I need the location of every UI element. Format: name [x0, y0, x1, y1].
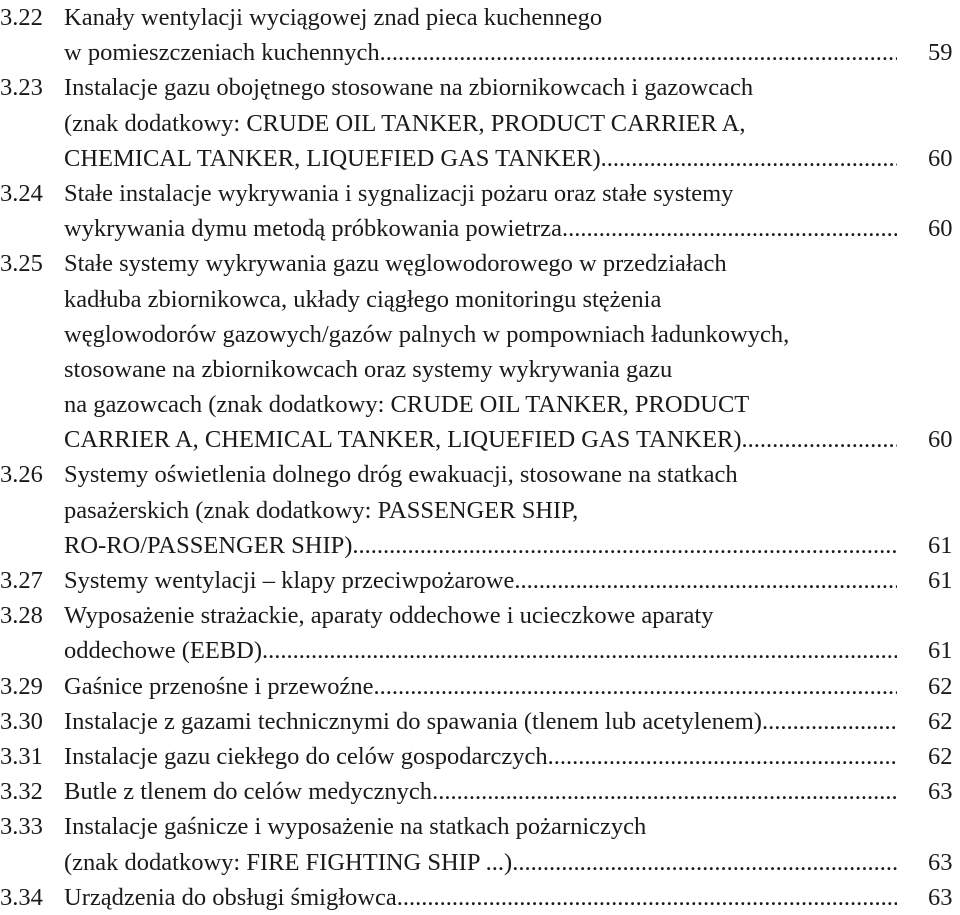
toc-entry-line — [0, 457, 960, 492]
section-title: RO-RO/PASSENGER SHIP) — [64, 531, 353, 559]
toc-entry-line — [0, 0, 960, 35]
toc-entry-line — [0, 422, 960, 457]
section-title: stosowane na zbiornikowcach oraz systemy wykrywania gazu — [64, 355, 673, 383]
toc-entry-line — [0, 528, 960, 563]
toc-entry — [0, 880, 960, 915]
page-number: 60 — [928, 144, 953, 172]
section-title: Instalacje gazu ciekłego do celów gospodarczych — [64, 742, 548, 770]
section-number: 3.33 — [0, 813, 43, 841]
dot-leader — [397, 880, 897, 915]
toc-entry — [0, 70, 960, 176]
section-number: 3.32 — [0, 778, 43, 806]
section-number: 3.23 — [0, 74, 43, 102]
toc-entry-line — [0, 211, 960, 246]
toc-entry-line — [0, 35, 960, 70]
section-title: Instalacje gaśnicze i wyposażenie na statkach pożarniczych — [64, 813, 647, 841]
section-title: CARRIER A, CHEMICAL TANKER, LIQUEFIED GAS TANKER) — [64, 426, 742, 454]
toc-entry-line — [0, 387, 960, 422]
section-title: Gaśnice przenośne i przewoźne — [64, 672, 374, 700]
section-title: Kanały wentylacji wyciągowej znad pieca kuchennego — [64, 4, 603, 31]
toc-entry-line — [0, 246, 960, 281]
toc-entry-line — [0, 774, 960, 809]
page-number: 62 — [928, 742, 953, 770]
toc-entry-line — [0, 598, 960, 633]
section-title-leader — [64, 704, 897, 739]
dot-leader — [762, 704, 897, 739]
section-title: Urządzenia do obsługi śmigłowca — [64, 883, 397, 911]
section-number: 3.31 — [0, 742, 43, 770]
section-title: CHEMICAL TANKER, LIQUEFIED GAS TANKER) — [64, 144, 601, 172]
dot-leader — [514, 563, 897, 598]
toc-entry-line — [0, 845, 960, 880]
section-title: w pomieszczeniach kuchennych. — [64, 39, 386, 67]
section-number: 3.22 — [0, 4, 43, 31]
page-number: 59 — [928, 39, 953, 67]
section-title: (znak dodatkowy: CRUDE OIL TANKER, PRODUCT CARRIER A, — [64, 109, 746, 137]
dot-leader — [374, 669, 897, 704]
section-title: Butle z tlenem do celów medycznych — [64, 778, 433, 806]
section-title: Wyposażenie strażackie, aparaty oddechowe i ucieczkowe aparaty — [64, 602, 714, 630]
section-number: 3.27 — [0, 567, 43, 594]
section-title-leader — [64, 35, 897, 70]
toc-entry — [0, 598, 960, 668]
toc-entry-line — [0, 633, 960, 668]
dot-leader — [262, 633, 897, 668]
page-number: 61 — [928, 567, 953, 594]
toc-entry-line — [0, 493, 960, 528]
toc-entry — [0, 457, 960, 563]
toc-entry-line — [0, 317, 960, 352]
section-title-leader — [64, 739, 897, 774]
section-title-leader — [64, 563, 897, 598]
page-number: 62 — [928, 672, 953, 700]
toc-entry — [0, 669, 960, 704]
section-number: 3.24 — [0, 179, 43, 207]
toc-entry-line — [0, 352, 960, 387]
dot-leader — [512, 845, 897, 880]
section-title-leader — [64, 845, 897, 880]
page-number: 62 — [928, 707, 953, 735]
toc-entry — [0, 563, 960, 598]
page-number: 61 — [928, 531, 953, 559]
toc-entry — [0, 809, 960, 879]
toc-entry-line — [0, 809, 960, 844]
toc-entry-line — [0, 739, 960, 774]
section-title-leader — [64, 880, 897, 915]
section-title: Stałe systemy wykrywania gazu węglowodorowego w przedziałach — [64, 250, 727, 278]
toc-entry-line — [0, 70, 960, 105]
section-number: 3.25 — [0, 250, 43, 278]
section-title-leader — [64, 141, 897, 176]
section-title-leader — [64, 528, 897, 563]
page-number: 63 — [928, 883, 953, 911]
toc-entry — [0, 246, 960, 457]
toc-entry — [0, 704, 960, 739]
section-title: Instalacje z gazami technicznymi do spawania (tlenem lub acetylenem) — [64, 707, 762, 735]
toc-entry — [0, 0, 960, 70]
dot-leader — [548, 739, 897, 774]
section-title: kadłuba zbiornikowca, układy ciągłego monitoringu stężenia — [64, 285, 662, 313]
section-number: 3.28 — [0, 602, 43, 630]
section-number: 3.29 — [0, 672, 43, 700]
toc-entry-line — [0, 282, 960, 317]
section-title: oddechowe (EEBD) — [64, 637, 262, 665]
toc-entry-line — [0, 176, 960, 211]
toc-entry — [0, 739, 960, 774]
section-title-leader — [64, 669, 897, 704]
section-title-leader — [64, 774, 897, 809]
section-title: wykrywania dymu metodą próbkowania powietrza — [64, 215, 563, 243]
toc-entry-line — [0, 141, 960, 176]
dot-leader — [562, 211, 897, 246]
section-number: 3.26 — [0, 461, 43, 489]
dot-leader — [601, 141, 897, 176]
page-number: 60 — [928, 215, 953, 243]
section-title: Systemy oświetlenia dolnego dróg ewakuacji, stosowane na statkach — [64, 461, 738, 489]
toc-entry-line — [0, 669, 960, 704]
section-title-leader — [64, 633, 897, 668]
section-title: pasażerskich (znak dodatkowy: PASSENGER SHIP, — [64, 496, 579, 524]
page-number: 60 — [928, 426, 953, 454]
toc-entry-line — [0, 563, 960, 598]
section-title: Systemy wentylacji – klapy przeciwpożarowe — [64, 567, 515, 594]
section-title: na gazowcach (znak dodatkowy: CRUDE OIL TANKER, PRODUCT — [64, 391, 750, 419]
section-title-leader — [64, 211, 897, 246]
section-title: (znak dodatkowy: FIRE FIGHTING SHIP ...) — [64, 848, 513, 876]
section-number: 3.34 — [0, 883, 43, 911]
section-title-leader — [64, 422, 897, 457]
dot-leader — [352, 528, 897, 563]
section-title: węglowodorów gazowych/gazów palnych w pompowniach ładunkowych, — [64, 320, 790, 348]
dot-leader — [742, 422, 897, 457]
page-number: 63 — [928, 778, 953, 806]
section-number: 3.30 — [0, 707, 43, 735]
toc-entry-line — [0, 106, 960, 141]
section-title: Stałe instalacje wykrywania i sygnalizacji pożaru oraz stałe systemy — [64, 179, 734, 207]
dot-leader — [386, 35, 897, 70]
section-title: Instalacje gazu obojętnego stosowane na zbiornikowcach i gazowcach — [64, 74, 754, 102]
page-number: 63 — [928, 848, 953, 876]
toc-entry — [0, 774, 960, 809]
dot-leader — [432, 774, 897, 809]
toc-entry-line — [0, 880, 960, 915]
toc-entry — [0, 176, 960, 246]
page-number: 61 — [928, 637, 953, 665]
toc-entry-line — [0, 704, 960, 739]
